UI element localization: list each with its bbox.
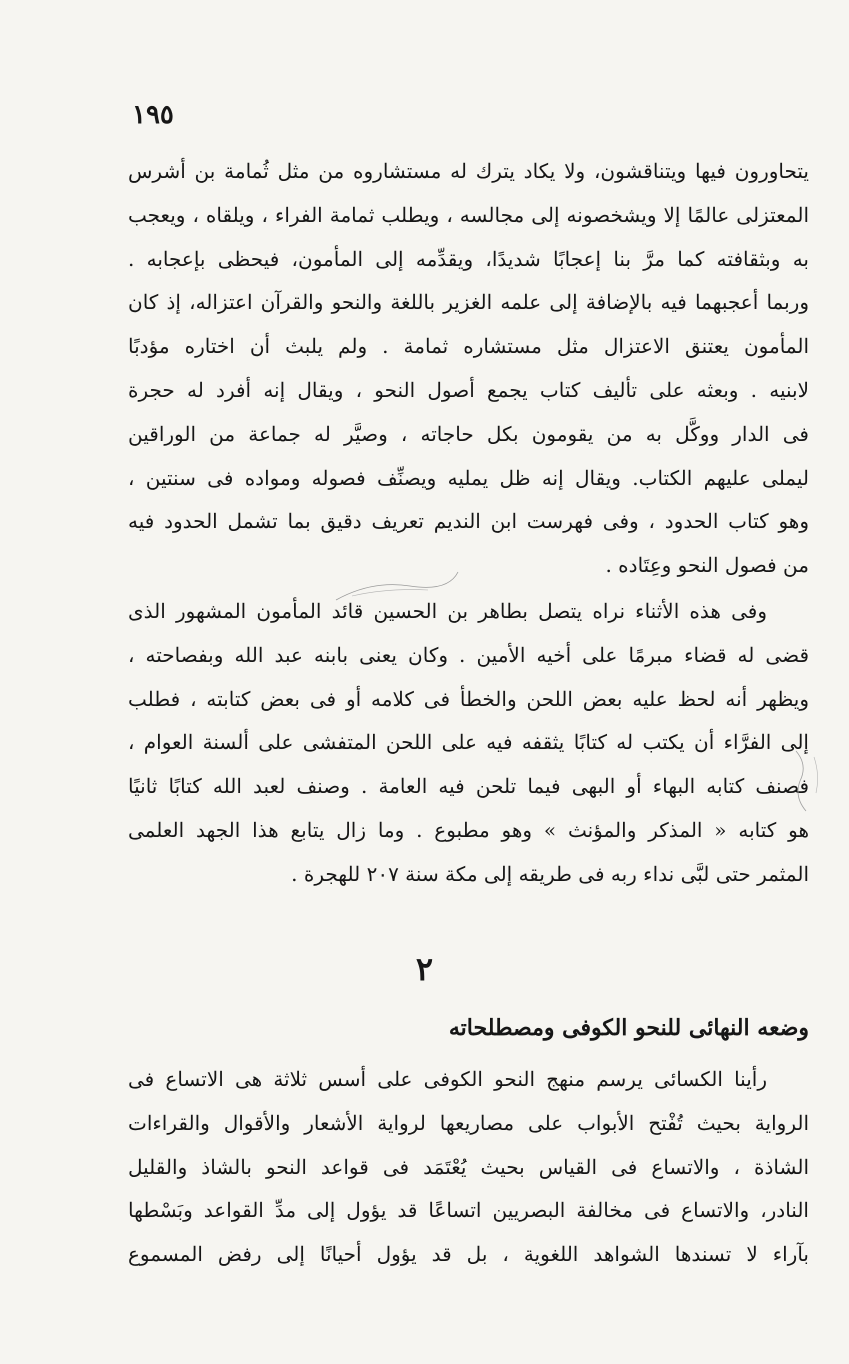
- text-line: وربما أعجبهما فيه بالإضافة إلى علمه الغزير باللغة والنحو والقرآن اعتزاله، إذ كان: [128, 290, 809, 315]
- text-line: بآراء لا تسندها الشواهد اللغوية ، بل قد يؤول أحيانًا إلى رفض المسموع: [128, 1242, 809, 1267]
- text-line: المثمر حتى لبَّى نداء ربه فى طريقه إلى مكة سنة ٢٠٧ للهجرة .: [291, 861, 809, 886]
- text-line: النادر، والاتساع فى مخالفة البصريين اتساعًا قد يؤول إلى مدِّ القواعد وبَسْطها: [128, 1198, 809, 1223]
- text-line: وهو كتاب الحدود ، وفى فهرست ابن النديم تعريف دقيق بما تشمل الحدود فيه: [128, 509, 809, 534]
- text-line: إلى الفرَّاء أن يكتب له كتابًا يثقفه فيه على اللحن المتفشى على ألسنة العوام ،: [128, 730, 809, 755]
- text-line: الشاذة ، والاتساع فى القياس بحيث يُعْتَمَد فى قواعد النحو بالشاذ والقليل: [128, 1154, 809, 1179]
- paragraph-3: [128, 1058, 809, 1277]
- text-line: المعتزلى عالمًا إلا ويشخصونه إلى مجالسه ، ويطلب ثمامة الفراء ، ويلقاه ، ويعجب: [128, 202, 809, 227]
- text-line: فى الدار ووكَّل به من يقومون بكل حاجاته ، وصيَّر له جماعة من الوراقين: [128, 421, 809, 446]
- paragraph-1: [128, 150, 809, 588]
- paragraph-2: [128, 590, 809, 897]
- text-line: المأمون يعتنق الاعتزال مثل مستشاره ثمامة . ولم يلبث أن اختاره مؤدبًا: [128, 334, 809, 359]
- text-line: هو كتابه « المذكر والمؤنث » وهو مطبوع . وما زال يتابع هذا الجهد العلمى: [128, 817, 809, 842]
- section-heading: وضعه النهائى للنحو الكوفى ومصطلحاته: [448, 1015, 809, 1041]
- text-line: رأينا الكسائى يرسم منهج النحو الكوفى على أسس ثلاثة هى الاتساع فى: [128, 1067, 767, 1091]
- section-number: ٢: [415, 950, 434, 988]
- text-line: فصنف كتابه البهاء أو البهى فيما تلحن فيه العامة . وصنف لعبد الله كتابًا ثانيًا: [128, 774, 809, 799]
- text-line: ويظهر أنه لحظ عليه بعض اللحن والخطأ فى كلامه أو فى بعض كتابته ، فطلب: [128, 686, 809, 711]
- page-number: ١٩٥: [132, 100, 174, 130]
- text-line: لابنيه . وبعثه على تأليف كتاب يجمع أصول النحو ، ويقال إنه أفرد له حجرة: [128, 377, 809, 402]
- text-line: يتحاورون فيها ويتناقشون، ولا يكاد يترك له مستشاروه من مثل ثُمامة بن أشرس: [128, 159, 809, 183]
- text-line: قضى له قضاء مبرمًا على أخيه الأمين . وكان يعنى بابنه عبد الله وبفصاحته ،: [128, 642, 809, 667]
- text-line: ليملى عليهم الكتاب. ويقال إنه ظل يمليه ويصنِّف فصوله ومواده فى سنتين ،: [128, 465, 809, 490]
- text-line: من فصول النحو وعِتَاده .: [605, 553, 809, 578]
- text-line: به وبثقافته كما مرَّ بنا إعجابًا شديدًا، ويقدِّمه إلى المأمون، فيحظى بإعجابه .: [128, 246, 809, 271]
- text-line: وفى هذه الأثناء نراه يتصل بطاهر بن الحسين قائد المأمون المشهور الذى: [128, 599, 767, 623]
- text-line: الرواية بحيث تُفْتح الأبواب على مصاريعها لرواية الأشعار والأقوال والقراءات: [128, 1110, 809, 1135]
